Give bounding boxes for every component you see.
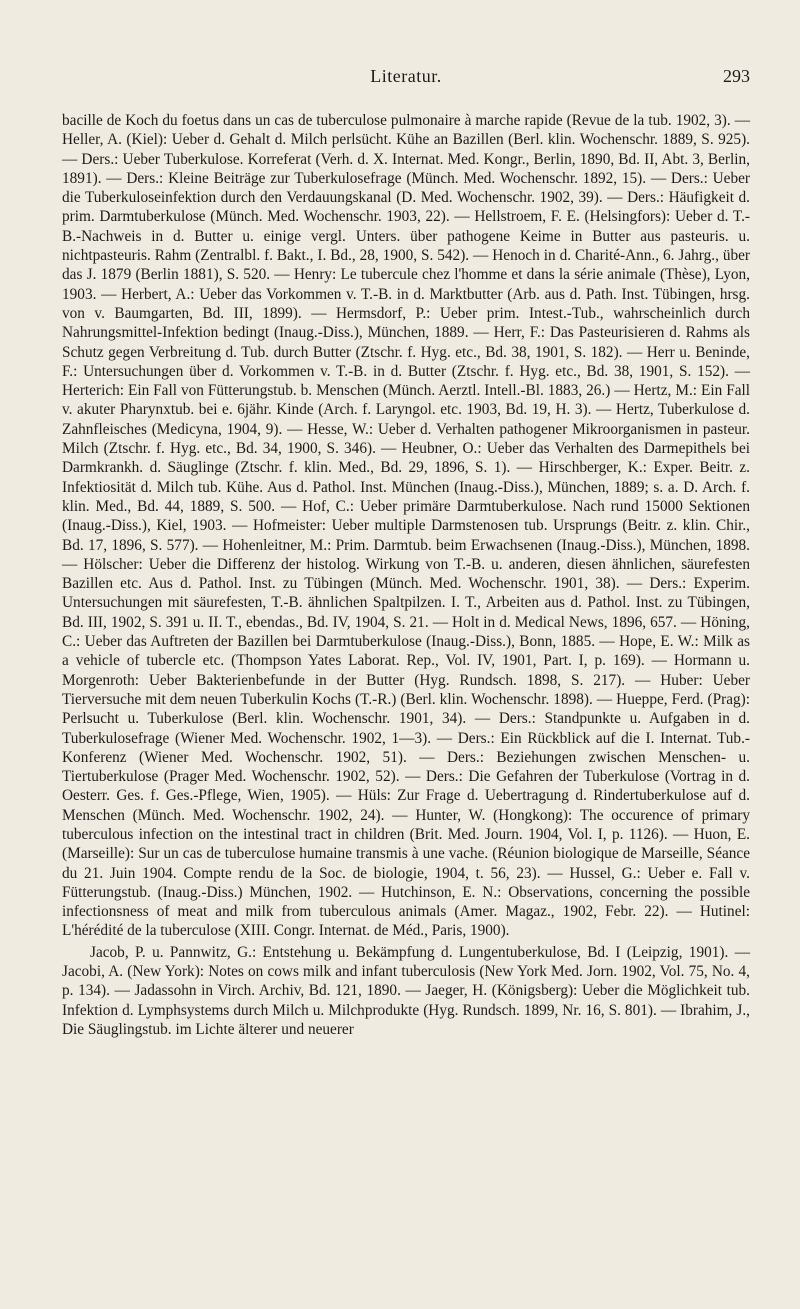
bibliography-paragraph-j: Jacob, P. u. Pannwitz, G.: Entstehung u. Bekämpfung d. Lungentuberkulose, Bd. I (Leipzig, 1901). — Jacobi, A. (New York): Notes on cows milk and infant tuberculosis (New York Med. Jorn. 1902, Vol. 75, No. 4, p. 134). — Jadassohn in Virch. Archiv, Bd. 121, 1890. — Jaeger, H. (Königsberg): Ueber die Möglichkeit tub. Infektion d. Lymphsystems durch Milch u. Milchprodukte (Hyg. Rundsch. 1899, Nr. 16, S. 801). — Ibrahim, J., Die Säuglingstub. im Lichte älterer und neuerer [62, 943, 750, 1038]
running-title: Literatur. [370, 66, 442, 86]
bibliography-text [62, 111, 750, 1039]
page-number: 293 [723, 66, 750, 86]
bibliography-paragraph-continued: bacille de Koch du foetus dans un cas de tuberculose pulmonaire à marche rapide (Revue de la tub. 1902, 3). — Heller, A. (Kiel): Ueber d. Gehalt d. Milch perlsücht. Kühe an Bazillen (Berl. klin. Wochenschr. 1889, S. 925). — Ders.: Ueber Tuberkulose. Korreferat (Verh. d. X. Internat. Med. Kongr., Berlin, 1890, Bd. II, Abt. 3, Berlin, 1891). — Ders.: Kleine Beiträge zur Tuberkulosefrage (Münch. Med. Wochenschr. 1892, 15). — Ders.: Ueber die Tuberkuloseinfektion durch den Verdauungskanal (D. Med. Wochenschr. 1902, 39). — Ders.: Häufigkeit d. prim. Darmtuberkulose (Münch. Med. Wochenschr. 1903, 22). — Hellstroem, F. E. (Helsingfors): Ueber d. T.-B.-Nachweis in d. Butter u. einige vergl. Unters. über pathogene Keime in Butter aus pasteuris. u. nichtpasteuris. Rahm (Zentralbl. f. Bakt., I. Bd., 28, 1900, S. 542). — Henoch in d. Charité-Ann., 6. Jahrg., über das J. 1879 (Berlin 1881), S. 520. — Henry: Le tubercule chez l'homme et dans la série animale (Thèse), Lyon, 1903. — Herbert, A.: Ueber das Vorkommen v. T.-B. in d. Marktbutter (Arb. aus d. Path. Inst. Tübingen, hrsg. von v. Baumgarten, Bd. III, 1899). — Hermsdorf, P.: Ueber prim. Intest.-Tub., wahrscheinlich durch Nahrungsmittel-Infektion bedingt (Inaug.-Diss.), München, 1889. — Herr, F.: Das Pasteurisieren d. Rahms als Schutz gegen Verbreitung d. Tub. durch Butter (Ztschr. f. Hyg. etc., Bd. 38, 1901, S. 182). — Herr u. Beninde, F.: Untersuchungen über d. Vorkommen v. T.-B. in d. Butter (Ztschr. f. Hyg. etc., Bd. 38, 1901, S. 152). — Herterich: Ein Fall von Fütterungstub. b. Menschen (Münch. Aerztl. Intell.-Bl. 1883, 26.) — Hertz, M.: Ein Fall v. akuter Pharynxtub. bei e. 6jähr. Kinde (Arch. f. Laryngol. etc. 1903, Bd. 19, H. 3). — Hertz, Tuberkulose d. Zahnfleisches (Medicyna, 1904, 9). — Hesse, W.: Ueber d. Verhalten pathogener Mikroorganismen in pasteur. Milch (Ztschr. f. Hyg. etc., Bd. 34, 1900, S. 346). — Heubner, O.: Ueber das Verhalten des Darmepithels bei Darmkrankh. d. Säuglinge (Ztschr. f. klin. Med., Bd. 29, 1896, S. 1). — Hirschberger, K.: Exper. Beitr. z. Infektiosität d. Milch tub. Kühe. Aus d. Pathol. Inst. München (Inaug.-Diss.), München, 1889; s. a. D. Arch. f. klin. Med., Bd. 44, 1889, S. 500. — Hof, C.: Ueber primäre Darmtuberkulose. Nach rund 15000 Sektionen (Inaug.-Diss.), Kiel, 1903. — Hofmeister: Ueber multiple Darmstenosen tub. Ursprungs (Beitr. z. klin. Chir., Bd. 17, 1896, S. 577). — Hohenleitner, M.: Prim. Darmtub. beim Erwachsenen (Inaug.-Diss.), München, 1898. — Hölscher: Ueber die Differenz der histolog. Wirkung von T.-B. u. anderen, diesen ähnlichen, säurefesten Bazillen etc. Aus d. Pathol. Inst. zu Tübingen (Münch. Med. Wochenschr. 1901, 38). — Ders.: Experim. Untersuchungen mit säurefesten, T.-B. ähnlichen Spaltpilzen. I. T., Arbeiten aus d. Pathol. Inst. zu Tübingen, Bd. III, 1902, S. 391 u. II. T., ebendas., Bd. IV, 1904, S. 21. — Holt in d. Medical News, 1896, 657. — Höning, C.: Ueber das Auftreten der Bazillen bei Darmtuberkulose (Inaug.-Diss.), Bonn, 1885. — Hope, E. W.: Milk as a vehicle of tubercle etc. (Thompson Yates Laborat. Rep., Vol. IV, 1901, Part. I, p. 169). — Hormann u. Morgenroth: Ueber Bakterienbefunde in der Butter (Hyg. Rundsch. 1898, S. 217). — Huber: Ueber Tierversuche mit dem neuen Tuberkulin Kochs (T.-R.) (Berl. klin. Wochenschr. 1898). — Hueppe, Ferd. (Prag): Perlsucht u. Tuberkulose (Berl. klin. Wochenschr. 1901, 34). — Ders.: Standpunkte u. Aufgaben in d. Tuberkulosefrage (Wiener Med. Wochenschr. 1902, 1—3). — Ders.: Ein Rückblick auf die I. Internat. Tub.-Konferenz (Wiener Med. Wochenschr. 1902, 51). — Ders.: Beziehungen zwischen Menschen- u. Tiertuberkulose (Prager Med. Wochenschr. 1902, 52). — Ders.: Die Gefahren der Tuberkulose (Vortrag in d. Oesterr. Ges. f. Ges.-Pflege, Wien, 1905). — Hüls: Zur Frage d. Uebertragung d. Rindertuberkulose auf d. Menschen (Münch. Med. Wochenschr. 1902, 24). — Hunter, W. (Hongkong): The occurence of primary tuberculous infection on the intestinal tract in children (Brit. Med. Journ. 1904, Vol. I, p. 1126). — Huon, E. (Marseille): Sur un cas de tuberculose humaine transmis à une vache. (Réunion biologique de Marseille, Séance du 21. Juin 1904. Compte rendu de la Soc. de biologie, 1904, t. 56, 23). — Hussel, G.: Ueber e. Fall v. Fütterungstub. (Inaug.-Diss.) München, 1902. — Hutchinson, E. N.: Observations, concerning the possible infectionsness of meat and milk from tuberculous animals (Amer. Magaz., 1902, Febr. 22). — Hutinel: L'hérédité de la tuberculose (XIII. Congr. Internat. de Méd., Paris, 1900). [62, 112, 750, 940]
running-head [62, 66, 750, 92]
